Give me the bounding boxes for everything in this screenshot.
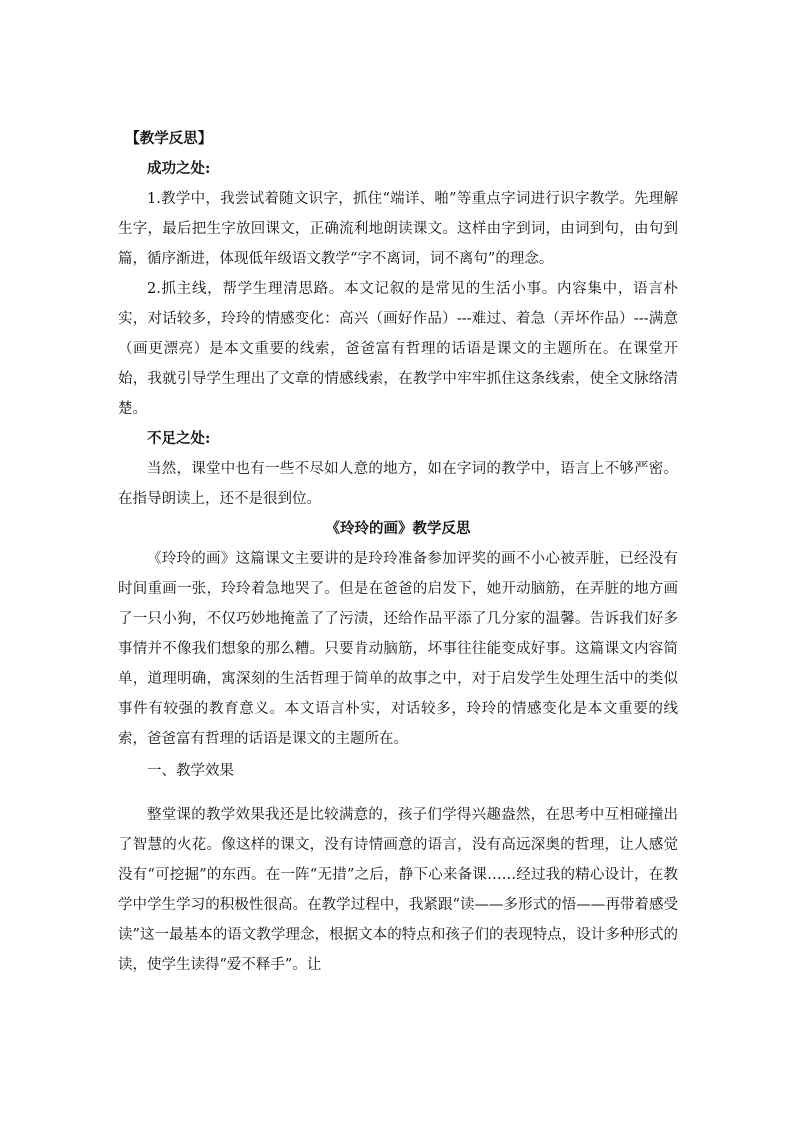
success-paragraph-2: 2.抓主线，帮学生理清思路。本文记叙的是常见的生活小事。内容集中，语言朴实，对话较多，玲玲的情感变化：高兴（画好作品）---难过、着急（弄坏作品）---满意（画更漂亮）是本文重要的线索，爸爸富有哲理的话语是课文的主题所在。在课堂开始，我就引导学生理出了文章的情感线索，在教学中牢牢抓住这条线索，使全文脉络清楚。 [118, 281, 678, 417]
success-heading: 成功之处: [147, 160, 211, 177]
document-body [118, 124, 678, 980]
success-paragraph-1: 1.教学中，我尝试着随文识字，抓住“端详、啪”等重点字词进行识字教学。先理解生字，最后把生字放回课文，正确流利地朗读课文。这样由字到词，由词到句，由句到篇，循序渐进，体现低年级语文教学“字不离词，词不离句”的理念。 [118, 191, 678, 267]
deficit-paragraph: 当然，课堂中也有一些不尽如人意的地方，如在字词的教学中，语言上不够严密。在指导朗读上，还不是很到位。 [118, 461, 678, 507]
effect-paragraph: 整堂课的教学效果我还是比较满意的，孩子们学得兴趣盎然，在思考中互相碰撞出了智慧的火花。像这样的课文，没有诗情画意的语言，没有高远深奥的哲理，让人感觉没有“可挖掘”的东西。在一阵“无措”之后，静下心来备课……经过我的精心设计，在教学中学生学习的积极性很高。在教学过程中，我紧跟“读——多形式的悟——再带着感受读”这一最基本的语文教学理念，根据文本的特点和孩子们的表现特点，设计多种形式的读，使学生读得“爱不释手”。让 [118, 807, 678, 973]
article-title: 《玲玲的画》教学反思 [325, 520, 471, 537]
article-paragraph-1: 《玲玲的画》这篇课文主要讲的是玲玲准备参加评奖的画不小心被弄脏，已经没有时间重画一张，玲玲着急地哭了。但是在爸爸的启发下，她开动脑筋，在弄脏的地方画了一只小狗，不仅巧妙地掩盖了了污渍，还给作品平添了几分家的温馨。告诉我们好多事情并不像我们想象的那么糟。只要肯动脑筋，坏事往往能变成好事。这篇课文内容简单，道理明确，寓深刻的生活哲理于简单的故事之中，对于启发学生处理生活中的类似事件有较强的教育意义。本文语言朴实，对话较多，玲玲的情感变化是本文重要的线索，爸爸富有哲理的话语是课文的主题所在。 [118, 551, 678, 747]
deficit-heading: 不足之处: [147, 430, 211, 447]
section-title-teaching-reflection: 【教学反思】 [125, 130, 213, 147]
effect-heading: 一、教学效果 [147, 763, 234, 779]
